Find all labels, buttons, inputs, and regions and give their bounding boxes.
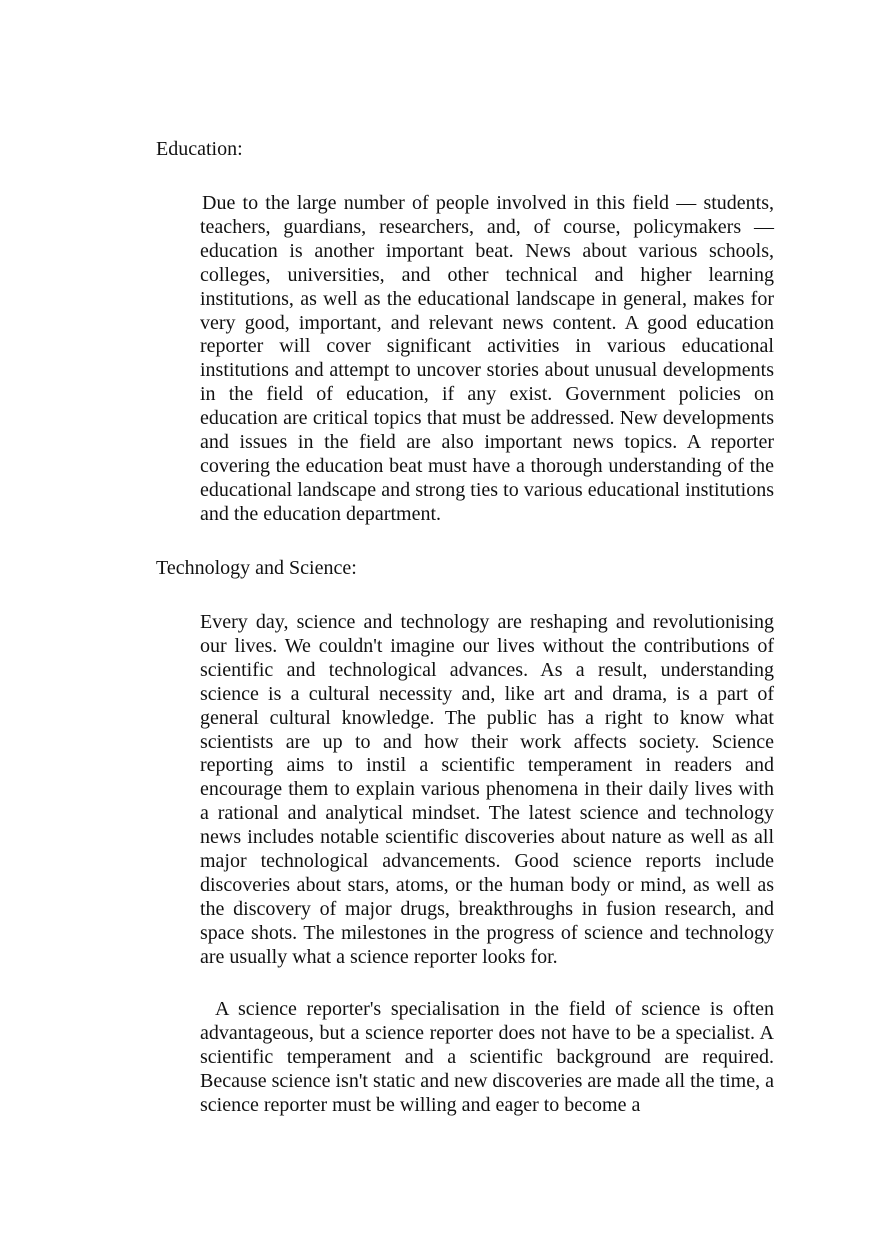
technology-science-paragraph-2: A science reporter's specialisation in the field of science is often advantageous, but a science reporter does not have to be a specialist. A scientific temperament and a scientific background are required. Because science isn't static and new discoveries are made all the time, a science reporter must be willing and eager to become a — [200, 998, 774, 1116]
technology-science-paragraph-1: Every day, science and technology are reshaping and revolutionising our lives. We couldn't imagine our lives without the contributions of scientific and technological advances. As a result, understanding science is a cultural necessity and, like art and drama, is a part of general cultural knowledge. The public has a right to know what scientists are up to and how their work affects society. Science reporting aims to instil a scientific temperament in readers and encourage them to explain various phenomena in their daily lives with a rational and analytical mindset. The latest science and technology news includes notable scientific discoveries about nature as well as all major technological advancements. Good science reports include discoveries about stars, atoms, or the human body or mind, as well as the discovery of major drugs, breakthroughs in fusion research, and space shots. The milestones in the progress of science and technology are usually what a science reporter looks for. — [200, 611, 774, 968]
section-heading-education: Education: — [156, 138, 243, 160]
section-heading-technology-science: Technology and Science: — [156, 557, 357, 579]
education-paragraph: Due to the large number of people involved in this field — students, teachers, guardians, researchers, and, of course, policymakers — education is another important beat. News about various schools, colleges, universities, and other technical and higher learning institutions, as well as the educational landscape in general, makes for very good, important, and relevant news content. A good education reporter will cover significant activities in various educational institutions and attempt to uncover stories about unusual developments in the field of education, if any exist. Government policies on education are critical topics that must be addressed. New developments and issues in the field are also important news topics. A reporter covering the education beat must have a thorough understanding of the educational landscape and strong ties to various educational institutions and the education department. — [200, 192, 774, 525]
